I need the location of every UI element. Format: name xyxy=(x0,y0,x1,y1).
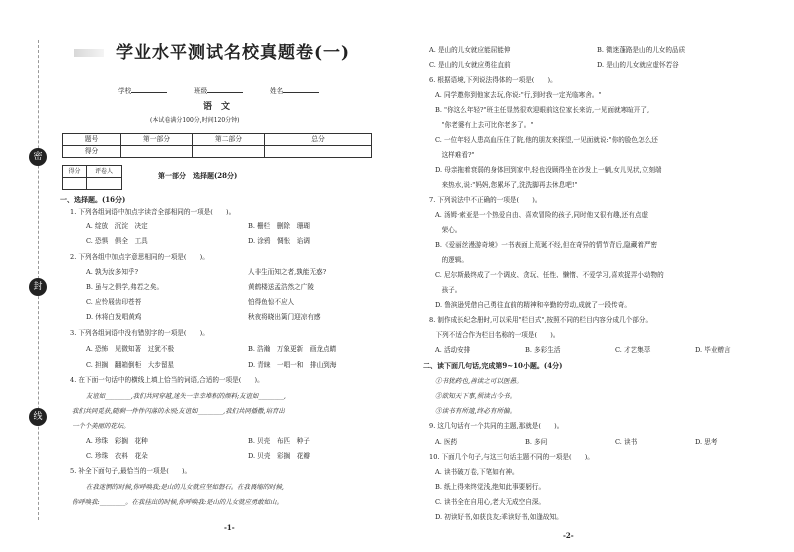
q2-stem: 2. 下列各组中加点字意思相同的一项是( )。 xyxy=(70,253,209,261)
score-header-part1: 第一部分 xyxy=(121,134,193,146)
q2-option-d[interactable]: D. 休将白发唱黄鸡 xyxy=(86,313,142,321)
grader-name-label: 评卷人 xyxy=(86,166,121,178)
score-cell-part2[interactable] xyxy=(193,146,265,158)
q5-option-b[interactable]: B. 微迷蓬路是山的儿女的品质 xyxy=(597,46,686,54)
q10-option-d[interactable]: D. 初读好书,如获良友;乖读好书,如逢故知。 xyxy=(435,513,563,521)
grader-name-cell[interactable] xyxy=(86,178,121,190)
q9-option-d[interactable]: D. 思考 xyxy=(695,438,718,446)
grader-score-cell[interactable] xyxy=(63,178,87,190)
q6-option-c[interactable]: C. 一位年轻人患高血压住了院,他的朋友来探望,一见面就说:"你的脸色怎么还 xyxy=(435,136,658,144)
section2-title: 二、读下面几句话,完成第9~10小题。(4分) xyxy=(423,361,563,370)
q3-option-d[interactable]: D. 青睐 一唱一和 排山到海 xyxy=(248,361,337,369)
q7-stem: 7. 下列说法中不正确的一项是( )。 xyxy=(429,196,542,204)
seal-mark-xian: 线 xyxy=(29,408,47,426)
q7-option-c[interactable]: C. 尼尔斯最终成了一个调皮、贪玩、任性、懒惰、不爱学习,喜欢捉弄小动物的 xyxy=(435,271,664,279)
q8-option-c[interactable]: C. 才艺集萃 xyxy=(615,346,651,354)
score-cell-part1[interactable] xyxy=(121,146,193,158)
q5-option-a[interactable]: A. 是山的儿女就应能屈能伸 xyxy=(429,46,511,54)
q6-option-d-cont: 来热水,说:"妈妈,您累坏了,洗洗脚再去休息吧!" xyxy=(435,181,578,189)
name-field[interactable]: 姓名 xyxy=(270,86,319,95)
q1-option-a[interactable]: A. 绽放 沉淀 决定 xyxy=(86,222,148,230)
exam-note: (本试卷满分100分,时间120分钟) xyxy=(150,117,240,124)
q5-option-d[interactable]: D. 是山的儿女就应虚怀若谷 xyxy=(597,61,679,69)
q7-option-b-cont: 的逻辑。 xyxy=(435,256,468,264)
score-row-label: 得分 xyxy=(63,146,121,158)
q2-option-a[interactable]: A. 孰为汝多知乎? xyxy=(86,268,139,276)
q3-option-c[interactable]: C. 担搁 翻箱倒柜 大步留星 xyxy=(86,361,175,369)
seal-mark-feng: 封 xyxy=(29,278,47,296)
exam-title: 学业水平测试名校真题卷(一) xyxy=(116,43,351,63)
q3-option-b[interactable]: B. 浩瀚 万象更新 画龙点睛 xyxy=(248,345,337,353)
q1-option-c[interactable]: C. 恐惧 俱全 工具 xyxy=(86,237,148,245)
q4-option-c[interactable]: C. 珍珠 衣料 花朵 xyxy=(86,452,148,460)
score-table xyxy=(62,133,372,158)
q10-stem: 10. 下面几个句子,与这三句话主题不同的一项是( )。 xyxy=(429,453,594,461)
q4-passage-line1: 友谊如________,我们共同穿越,迷失一幸幸堆积的颜料;友谊如________, xyxy=(86,392,286,400)
q5-stem: 5. 补全下面句子,最恰当的一项是( )。 xyxy=(70,467,192,475)
q5-option-c[interactable]: C. 是山的儿女就应勇往直前 xyxy=(429,61,511,69)
q4-option-b[interactable]: B. 贝壳 布匹 种子 xyxy=(248,437,310,445)
q2-option-c-pair: 怕得鱼惊不应人 xyxy=(248,298,295,306)
q10-option-b[interactable]: B. 纸上得来终觉浅,绝知此事要躬行。 xyxy=(435,483,546,491)
class-field[interactable]: 班级 xyxy=(194,86,243,95)
q8-option-d[interactable]: D. 毕业赠言 xyxy=(695,346,731,354)
q7-option-c-cont: 孩子。 xyxy=(435,286,462,294)
q6-option-b-cont: "你老婆有上去可比你老多了。" xyxy=(435,121,534,129)
q9-stem: 9. 这几句话有一个共同的主题,那就是( )。 xyxy=(429,422,564,430)
q4-option-a[interactable]: A. 珍珠 彩搁 花种 xyxy=(86,437,148,445)
q2-option-d-pair: 秋夜将晓出篱门迎凉有感 xyxy=(248,313,321,321)
q6-option-a[interactable]: A. 同学邀你到他家去玩,你说:"行,到时我一定光临寒舍。" xyxy=(435,91,602,99)
q6-option-b[interactable]: B. "你这么年轻?"班主任显然很欢迎眼前这位家长来访,一见面就寒暄开了, xyxy=(435,106,650,114)
q6-option-d[interactable]: D. 母亲拖着衰弱的身体回到家中,轻也没顾得坐在沙发上一躺,女儿见状,立刻端 xyxy=(435,166,662,174)
q2-option-c[interactable]: C. 应怜屐齿印苍苔 xyxy=(86,298,142,306)
subject-title: 语 文 xyxy=(203,102,231,112)
q4-stem: 4. 在下面一句话中的横线上填上恰当的词语,合适的一项是( )。 xyxy=(70,376,264,384)
right-page xyxy=(397,0,794,552)
q9-option-c[interactable]: C. 读书 xyxy=(615,438,638,446)
grader-box xyxy=(62,165,122,190)
q7-option-a[interactable]: A. 汤姆·索亚是一个热爱自由、喜欢冒险的孩子,同时他又很有趣,还有点虚 xyxy=(435,211,649,219)
q2-option-a-pair: 人非生而知之者,孰能无惑? xyxy=(248,268,327,276)
q7-option-d[interactable]: D. 鲁滨逊凭借自己勇往直前的精神和辛勤的劳动,成就了一段传奇。 xyxy=(435,301,631,309)
score-cell-total[interactable] xyxy=(265,146,372,158)
q1-stem: 1. 下列各组词语中加点字读音全部相同的一项是( )。 xyxy=(70,208,236,216)
page-number-1: -1- xyxy=(224,523,235,532)
q4-passage-line3: 一个个美丽的花坛。 xyxy=(72,422,130,430)
q3-stem: 3. 下列各组词语中没有错别字的一项是( )。 xyxy=(70,329,209,337)
section1-title: 一、选择题。(16分) xyxy=(60,195,126,204)
sentence-1: ①书犹药也,善读之可以医愚。 xyxy=(435,377,523,385)
q5-passage-line1: 在我迷惘的时候,你呼唤我;是山的儿女就应坚如磐石。在我畏缩的时候, xyxy=(86,483,284,491)
q8-stem-line2: 下列不适合作为栏目名称的一项是( )。 xyxy=(429,331,560,339)
sentence-3: ③读书有所遗,终必有所偏。 xyxy=(435,407,517,415)
q6-stem: 6. 根据语境,下列说法得体的一项是( )。 xyxy=(429,76,557,84)
part1-title: 第一部分 选择题(28分) xyxy=(158,171,238,180)
q1-option-b[interactable]: B. 栅栏 删除 珊瑚 xyxy=(248,222,310,230)
q5-passage-line2: 你呼唤我:________。在我挂出的时候,你呼唤我:是山的儿女就应勇敢如山。 xyxy=(72,498,283,506)
q7-option-a-cont: 荣心。 xyxy=(435,226,462,234)
q3-option-a[interactable]: A. 恐怖 见微知著 过犹不极 xyxy=(86,345,175,353)
q4-passage-line2: 我们共同觅获,随剩一件件闪落的永别;友谊如________,我们共同播撒,培育出 xyxy=(72,407,285,415)
sentence-2: ②欲知天下事,须读古今书。 xyxy=(435,392,517,400)
q2-option-b[interactable]: B. 虽与之俱学,弗若之矣。 xyxy=(86,283,164,291)
q1-option-d[interactable]: D. 涂鸦 惆怅 谄调 xyxy=(248,237,310,245)
score-header-part2: 第二部分 xyxy=(193,134,265,146)
q2-option-b-pair: 黄鹤楼送孟浩然之广陵 xyxy=(248,283,314,291)
q10-option-a[interactable]: A. 读书破万卷,下笔如有神。 xyxy=(435,468,519,476)
q7-option-b[interactable]: B.《爱丽丝漫游奇境》一书表面上荒诞不经,但在奇异的情节背后,隐藏着严密 xyxy=(435,241,658,249)
q10-option-c[interactable]: C. 读书全在自用心,老大无成空自深。 xyxy=(435,498,546,506)
q8-stem-line1: 8. 制作成长纪念册时,可以采用"栏目式",按照不同的栏目内容分成几个部分。 xyxy=(429,316,653,324)
q9-option-b[interactable]: B. 多问 xyxy=(525,438,548,446)
seal-mark-mi: 密 xyxy=(29,148,47,166)
q4-option-d[interactable]: D. 贝壳 彩搁 花瓣 xyxy=(248,452,310,460)
score-header-total: 总分 xyxy=(265,134,372,146)
school-field[interactable]: 学校 xyxy=(118,86,167,95)
page-number-2: -2- xyxy=(563,531,574,540)
q9-option-a[interactable]: A. 医药 xyxy=(435,438,458,446)
q6-option-c-cont: 这样难看?" xyxy=(435,151,475,159)
score-header-number: 题号 xyxy=(63,134,121,146)
q8-option-b[interactable]: B. 多彩生活 xyxy=(525,346,561,354)
grader-score-label: 得分 xyxy=(63,166,87,178)
q8-option-a[interactable]: A. 活动安排 xyxy=(435,346,471,354)
header-logo xyxy=(74,49,104,57)
